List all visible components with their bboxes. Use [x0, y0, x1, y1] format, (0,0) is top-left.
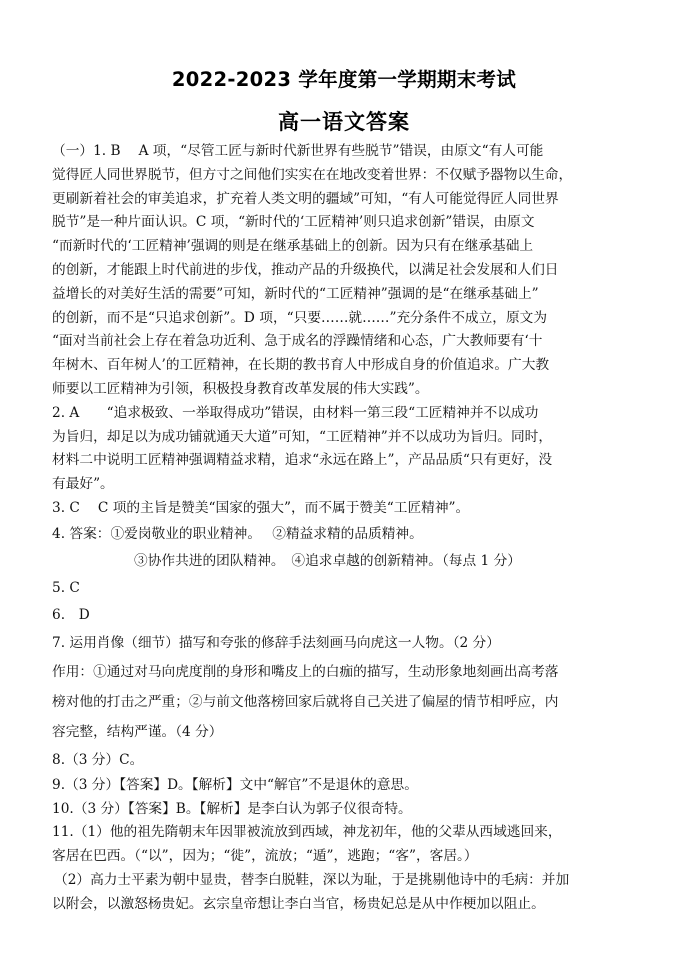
text-line: 脱节”是一种片面认识。C 项，“新时代的‘工匠精神’则只追求创新”错误，由原文 — [52, 214, 535, 231]
text-line: 客居在巴西。（“以”，因为；“徙”，流放；“遁”，逃跑；“客”，客居。） — [52, 848, 478, 865]
text-line: 10.（3 分）【答案】B。【解析】是李白认为郭子仪很奇特。 — [52, 800, 412, 817]
text-line: 5. C — [52, 579, 80, 596]
text-line: （2）高力士平素为朝中显贵，替李白脱鞋，深以为耻，于是挑剔他诗中的毛病：并加 — [54, 871, 570, 888]
text-line: 4. 答案：①爱岗敬业的职业精神。 ②精益求精的品质精神。 — [52, 525, 423, 542]
text-line: 榜对他的打击之严重；②与前文他落榜回家后就将自己关进了偏屋的情节相呼应，内 — [52, 693, 559, 710]
text-line: 11.（1）他的祖先隋朝末年因罪被流放到西域，神龙初年，他的父辈从西域逃回来， — [52, 824, 562, 841]
text-line: （一）1. B A 项，“尽管工匠与新时代新世界有些脱节”错误，由原文“有人可能 — [52, 143, 544, 159]
text-line: 6. D — [52, 606, 90, 623]
text-line: 7. 运用肖像（细节）描写和夸张的修辞手法刻画马向虎这一人物。（2 分） — [52, 634, 500, 651]
text-line: 3. C C 项的主旨是赞美“国家的强大”，而不属于赞美“工匠精神”。 — [52, 499, 470, 516]
text-line: 的创新，而不是“只追求创新”。D 项，“只要……就……”充分条件不成立，原文为 — [52, 309, 548, 326]
text-line: “面对当前社会上存在着急功近利、急于成名的浮躁情绪和心态，广大教师要有‘十 — [52, 333, 543, 350]
text-line: 8.（3 分）C。 — [52, 751, 144, 768]
text-line: 的创新，才能跟上时代前进的步伐，推动产品的升级换代，以满足社会发展和人们日 — [52, 261, 559, 278]
text-line: 2. A “追求极致、一举取得成功”错误，由材料一第三段“工匠精神并不以成功 — [52, 404, 539, 421]
text-line: 容完整，结构严谨。（4 分） — [52, 723, 223, 740]
text-line: 9.（3 分）【答案】D。【解析】文中“解官”不是退休的意思。 — [52, 776, 418, 793]
text-line: 材料二中说明工匠精神强调精益求精，追求“永远在路上”，产品品质“只有更好，没 — [52, 452, 553, 469]
text-line: 以附会，以激怒杨贵妃。玄宗皇帝想让李白当官，杨贵妃总是从中作梗加以阻止。 — [52, 895, 545, 912]
text-line: 为旨归，却足以为成功铺就通天大道”可知，“工匠精神”并不以成功为旨归。同时， — [52, 428, 553, 445]
answer-body — [52, 140, 662, 917]
text-line: 师要以工匠精神为引领，积极投身教育改革发展的伟大实践”。 — [52, 380, 429, 397]
text-line: 年树木、百年树人’的工匠精神，在长期的教书育人中形成自身的价值追求。广大教 — [52, 357, 550, 374]
text-line: 更刷新着社会的审美追求，扩充着人类文明的疆域”可知，“有人可能觉得匠人同世界 — [52, 190, 559, 207]
exam-subtitle: 高一语文答案 — [278, 110, 410, 134]
text-line: 觉得匠人同世界脱节，但方寸之间他们实实在在地改变着世界：不仅赋予器物以生命， — [52, 166, 573, 183]
text-line: 作用：①通过对马向虎度削的身形和嘴皮上的白痂的描写，生动形象地刻画出高考落 — [52, 663, 559, 680]
text-line: “而新时代的‘工匠精神’强调的则是在继承基础上的创新。因为只有在继承基础上 — [52, 238, 534, 255]
text-line: 有最好”。 — [52, 476, 114, 493]
text-line: 益增长的对美好生活的需要”可知，新时代的“工匠精神”强调的是“在继承基础上” — [52, 285, 539, 302]
exam-title: 2022-2023 学年度第一学期期末考试 — [171, 68, 517, 91]
text-line: ③协作共进的团队精神。 ④追求卓越的创新精神。（每点 1 分） — [134, 552, 521, 569]
